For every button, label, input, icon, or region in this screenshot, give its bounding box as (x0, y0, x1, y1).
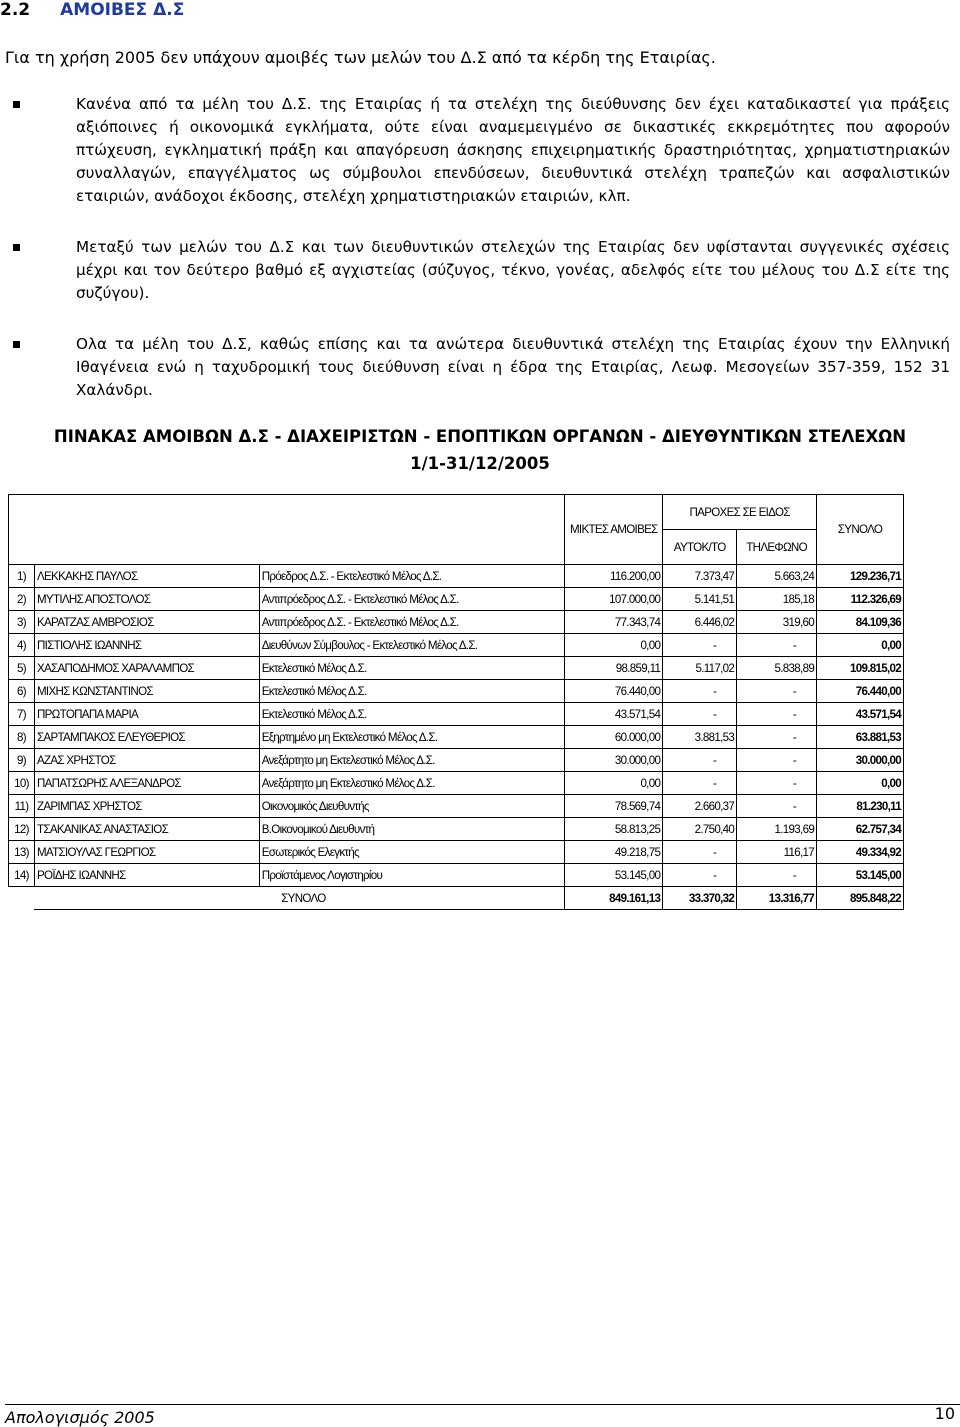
header-total: ΣΥΝΟΛΟ (817, 495, 904, 565)
header-car: ΑΥΤΟΚ/ΤΟ (663, 530, 737, 565)
row-role: Εκτελεστικό Μέλος Δ.Σ. (259, 680, 565, 703)
row-role: Εκτελεστικό Μέλος Δ.Σ. (259, 703, 565, 726)
totals-label: ΣΥΝΟΛΟ (259, 887, 565, 910)
row-name: ΖΑΡΙΜΠΑΣ ΧΡΗΣΤΟΣ (34, 795, 259, 818)
totals-phone: 13.316,77 (737, 887, 817, 910)
row-name: ΚΑΡΑΤΖΑΣ ΑΜΒΡΟΣΙΟΣ (34, 611, 259, 634)
row-number: 12) (9, 818, 35, 841)
row-phone: - (737, 864, 817, 887)
row-total: 30.000,00 (817, 749, 904, 772)
row-car: 5.141,51 (663, 588, 737, 611)
totals-car: 33.370,32 (663, 887, 737, 910)
row-total: 43.571,54 (817, 703, 904, 726)
row-number: 2) (9, 588, 35, 611)
row-total: 76.440,00 (817, 680, 904, 703)
row-gross: 0,00 (565, 772, 663, 795)
totals-total: 895.848,22 (817, 887, 904, 910)
row-gross: 0,00 (565, 634, 663, 657)
row-number: 3) (9, 611, 35, 634)
table-row (9, 795, 904, 818)
row-name: ΡΟΪΔΗΣ ΙΩΑΝΝΗΣ (34, 864, 259, 887)
row-gross: 60.000,00 (565, 726, 663, 749)
row-car: 2.750,40 (663, 818, 737, 841)
totals-spacer (9, 887, 35, 910)
row-name: ΑΖΑΣ ΧΡΗΣΤΟΣ (34, 749, 259, 772)
row-gross: 53.145,00 (565, 864, 663, 887)
row-phone: - (737, 680, 817, 703)
header-blank (9, 495, 565, 565)
row-car: - (663, 749, 737, 772)
row-phone: - (737, 703, 817, 726)
row-role: Ανεξάρτητο μη Εκτελεστικό Μέλος Δ.Σ. (259, 772, 565, 795)
row-role: Αντιπρόεδρος Δ.Σ. - Εκτελεστικό Μέλος Δ.Σ. (259, 611, 565, 634)
table-header-row (9, 495, 904, 530)
row-total: 0,00 (817, 772, 904, 795)
row-car: - (663, 864, 737, 887)
row-name: ΜΙΧΗΣ ΚΩΝΣΤΑΝΤΙΝΟΣ (34, 680, 259, 703)
table-row (9, 588, 904, 611)
row-number: 10) (9, 772, 35, 795)
row-number: 9) (9, 749, 35, 772)
row-name: ΜΥΤΙΛΗΣ ΑΠΟΣΤΟΛΟΣ (34, 588, 259, 611)
row-name: ΜΑΤΣΙΟΥΛΑΣ ΓΕΩΡΓΙΟΣ (34, 841, 259, 864)
table-row (9, 841, 904, 864)
table-period: 1/1-31/12/2005 (410, 454, 550, 473)
table-row (9, 726, 904, 749)
intro-paragraph: Για τη χρήση 2005 δεν υπάχουν αμοιβές των μελών του Δ.Σ από τα κέρδη της Εταιρίας. (5, 48, 716, 67)
row-role: Διευθύνων Σύμβουλος - Εκτελεστικό Μέλος Δ.Σ. (259, 634, 565, 657)
row-role: Προϊστάμενος Λογιστηρίου (259, 864, 565, 887)
row-gross: 78.569,74 (565, 795, 663, 818)
row-total: 62.757,34 (817, 818, 904, 841)
bullet-text: Ολα τα μέλη του Δ.Σ, καθώς επίσης και τα ανώτερα διευθυντικά στελέχη της Εταιρίας έχουν την Ελληνική Ιθαγένεια ενώ η ταχυδρομική τους διεύθυνση είναι η έδρα της Εταιρίας, Λεωφ. Μεσογείων 357-359, 152 31 Χαλάνδρι. (76, 335, 950, 399)
row-gross: 43.571,54 (565, 703, 663, 726)
table-row (9, 680, 904, 703)
row-number: 13) (9, 841, 35, 864)
square-bullet-icon (13, 341, 20, 348)
row-total: 49.334,92 (817, 841, 904, 864)
row-car: - (663, 634, 737, 657)
row-gross: 98.859,11 (565, 657, 663, 680)
table-row (9, 657, 904, 680)
row-role: Εξηρτημένο μη Εκτελεστικό Μέλος Δ.Σ. (259, 726, 565, 749)
row-car: - (663, 680, 737, 703)
row-total: 0,00 (817, 634, 904, 657)
footer-divider (5, 1404, 960, 1405)
row-phone: 1.193,69 (737, 818, 817, 841)
row-car: 6.446,02 (663, 611, 737, 634)
row-number: 4) (9, 634, 35, 657)
header-in-kind: ΠΑΡΟΧΕΣ ΣΕ ΕΙΔΟΣ (663, 495, 817, 530)
row-role: Αντιπρόεδρος Δ.Σ. - Εκτελεστικό Μέλος Δ.Σ. (259, 588, 565, 611)
row-number: 5) (9, 657, 35, 680)
row-phone: - (737, 772, 817, 795)
row-number: 7) (9, 703, 35, 726)
row-role: Εκτελεστικό Μέλος Δ.Σ. (259, 657, 565, 680)
table-row (9, 772, 904, 795)
row-total: 63.881,53 (817, 726, 904, 749)
row-gross: 58.813,25 (565, 818, 663, 841)
table-row (9, 864, 904, 887)
totals-spacer (34, 887, 259, 910)
row-phone: - (737, 749, 817, 772)
table-row (9, 703, 904, 726)
section-heading (0, 0, 184, 20)
table-row (9, 749, 904, 772)
row-number: 11) (9, 795, 35, 818)
header-phone: ΤΗΛΕΦΩΝΟ (737, 530, 817, 565)
row-name: ΛΕΚΚΑΚΗΣ ΠΑΥΛΟΣ (34, 565, 259, 588)
row-phone: 5.663,24 (737, 565, 817, 588)
row-gross: 76.440,00 (565, 680, 663, 703)
page-number: 10 (934, 1404, 955, 1423)
row-car: - (663, 772, 737, 795)
row-gross: 30.000,00 (565, 749, 663, 772)
row-name: ΧΑΣΑΠΟΔΗΜΟΣ ΧΑΡΑΛΑΜΠΟΣ (34, 657, 259, 680)
table-row (9, 634, 904, 657)
square-bullet-icon (13, 244, 20, 251)
table-row (9, 818, 904, 841)
row-phone: - (737, 634, 817, 657)
row-total: 112.326,69 (817, 588, 904, 611)
row-phone: - (737, 726, 817, 749)
square-bullet-icon (13, 101, 20, 108)
row-gross: 107.000,00 (565, 588, 663, 611)
row-role: Πρόεδρος Δ.Σ. - Εκτελεστικό Μέλος Δ.Σ. (259, 565, 565, 588)
row-name: ΣΑΡΤΑΜΠΑΚΟΣ ΕΛΕΥΘΕΡΙΟΣ (34, 726, 259, 749)
row-car: 2.660,37 (663, 795, 737, 818)
row-phone: 116,17 (737, 841, 817, 864)
section-title: ΑΜΟΙΒΕΣ Δ.Σ (60, 0, 185, 20)
totals-gross: 849.161,13 (565, 887, 663, 910)
row-car: 5.117,02 (663, 657, 737, 680)
row-number: 6) (9, 680, 35, 703)
row-number: 14) (9, 864, 35, 887)
row-phone: 319,60 (737, 611, 817, 634)
row-phone: 185,18 (737, 588, 817, 611)
row-car: - (663, 841, 737, 864)
row-gross: 116.200,00 (565, 565, 663, 588)
table-row (9, 611, 904, 634)
row-total: 109.815,02 (817, 657, 904, 680)
row-phone: 5.838,89 (737, 657, 817, 680)
section-number: 2.2 (0, 0, 31, 20)
row-car: - (663, 703, 737, 726)
header-gross: ΜΙΚΤΕΣ ΑΜΟΙΒΕΣ (565, 495, 663, 565)
row-role: Ανεξάρτητο μη Εκτελεστικό Μέλος Δ.Σ. (259, 749, 565, 772)
row-name: ΠΙΣΤΙΟΛΗΣ ΙΩΑΝΝΗΣ (34, 634, 259, 657)
row-total: 81.230,11 (817, 795, 904, 818)
row-gross: 77.343,74 (565, 611, 663, 634)
footer-title: Απολογισμός 2005 (5, 1408, 155, 1427)
row-role: Εσωτερικός Ελεγκτής (259, 841, 565, 864)
bullet-text: Κανένα από τα μέλη του Δ.Σ. της Εταιρίας ή τα στελέχη της διεύθυνσης δεν έχει καταδικαστεί για πράξεις αξιόποινες ή οικονομικά εγκλήματα, ούτε είναι αναμεμειγμένο σε δικαστικές εκκρεμότητες που αφορούν πτώχευση, εγκληματική πράξη και απαγόρευση άσκησης επιχειρηματικής δραστηριότητας, χρηματιστηριακών συναλλαγών, επαγγέλματος ως σύμβουλοι επενδύσεων, διευθυντικά στελέχη τραπεζών και ασφαλιστικών εταιριών, ανάδοχοι έκδοσης, στελέχη χρηματιστηριακών εταιριών, κλπ. (76, 95, 950, 205)
row-role: Οικονομικός Διευθυντής (259, 795, 565, 818)
table-row (9, 565, 904, 588)
row-name: ΠΑΠΑΤΣΩΡΗΣ ΑΛΕΞΑΝΔΡΟΣ (34, 772, 259, 795)
bullet-text: Μεταξύ των μελών του Δ.Σ και των διευθυντικών στελεχών της Εταιρίας δεν υφίστανται συγγενικές σχέσεις μέχρι και τον δεύτερο βαθμό εξ αγχιστείας (σύζυγος, τέκνο, γονέας, αδελφός είτε του μέλους του Δ.Σ είτε της συζύγου). (76, 238, 950, 302)
row-total: 84.109,36 (817, 611, 904, 634)
table-totals-row (9, 887, 904, 910)
row-phone: - (737, 795, 817, 818)
row-car: 7.373,47 (663, 565, 737, 588)
row-total: 53.145,00 (817, 864, 904, 887)
row-number: 1) (9, 565, 35, 588)
row-gross: 49.218,75 (565, 841, 663, 864)
row-role: Β.Οικονομικού Διευθυντή (259, 818, 565, 841)
row-number: 8) (9, 726, 35, 749)
row-name: ΤΣΑΚΑΝΙΚΑΣ ΑΝΑΣΤΑΣΙΟΣ (34, 818, 259, 841)
row-total: 129.236,71 (817, 565, 904, 588)
remuneration-table (8, 494, 904, 910)
row-name: ΠΡΩΤΟΠΑΠΑ ΜΑΡΙΑ (34, 703, 259, 726)
table-title: ΠΙΝΑΚΑΣ ΑΜΟΙΒΩΝ Δ.Σ - ΔΙΑΧΕΙΡΙΣΤΩΝ - ΕΠΟΠΤΙΚΩΝ ΟΡΓΑΝΩΝ - ΔΙΕΥΘΥΝΤΙΚΩΝ ΣΤΕΛΕΧΩΝ (53, 427, 907, 446)
row-car: 3.881,53 (663, 726, 737, 749)
